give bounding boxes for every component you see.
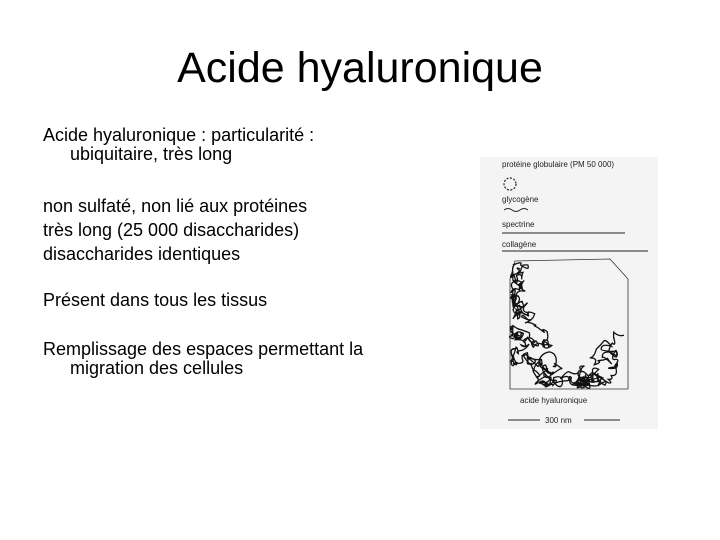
slide-title: Acide hyaluronique bbox=[177, 44, 543, 92]
figure-svg bbox=[480, 157, 658, 429]
bullet-function bbox=[43, 340, 363, 378]
bullet-line: très long (25 000 disaccharides) bbox=[43, 220, 300, 240]
bullet-line: Acide hyaluronique : particularité : bbox=[43, 125, 315, 145]
label-scale: 300 nm bbox=[545, 416, 572, 425]
bullet-line: disaccharides identiques bbox=[43, 244, 241, 264]
molecule-size-figure bbox=[480, 157, 658, 429]
bullet-line: Présent dans tous les tissus bbox=[43, 290, 268, 310]
bullet-continuation: migration des cellules bbox=[70, 358, 244, 378]
label-collagen: collagène bbox=[502, 240, 537, 249]
domain-outline bbox=[510, 259, 628, 389]
label-glycogen: glycogène bbox=[502, 195, 539, 204]
hyaluronic-chain-path bbox=[510, 263, 625, 388]
hyaluronic-coil bbox=[510, 263, 625, 388]
bullet-properties bbox=[43, 194, 307, 266]
glycogen-icon bbox=[504, 209, 528, 212]
globular-protein-icon bbox=[504, 178, 516, 190]
bullet-line: Remplissage des espaces permettant la bbox=[43, 339, 364, 359]
bullet-presence bbox=[43, 291, 267, 310]
bullet-particularity bbox=[43, 126, 314, 164]
label-globular-protein: protéine globulaire (PM 50 000) bbox=[502, 160, 615, 169]
bullet-line: non sulfaté, non lié aux protéines bbox=[43, 196, 308, 216]
label-spectrin: spectrine bbox=[502, 220, 535, 229]
bullet-continuation: ubiquitaire, très long bbox=[70, 144, 233, 164]
label-hyaluronic-acid: acide hyaluronique bbox=[520, 396, 588, 405]
